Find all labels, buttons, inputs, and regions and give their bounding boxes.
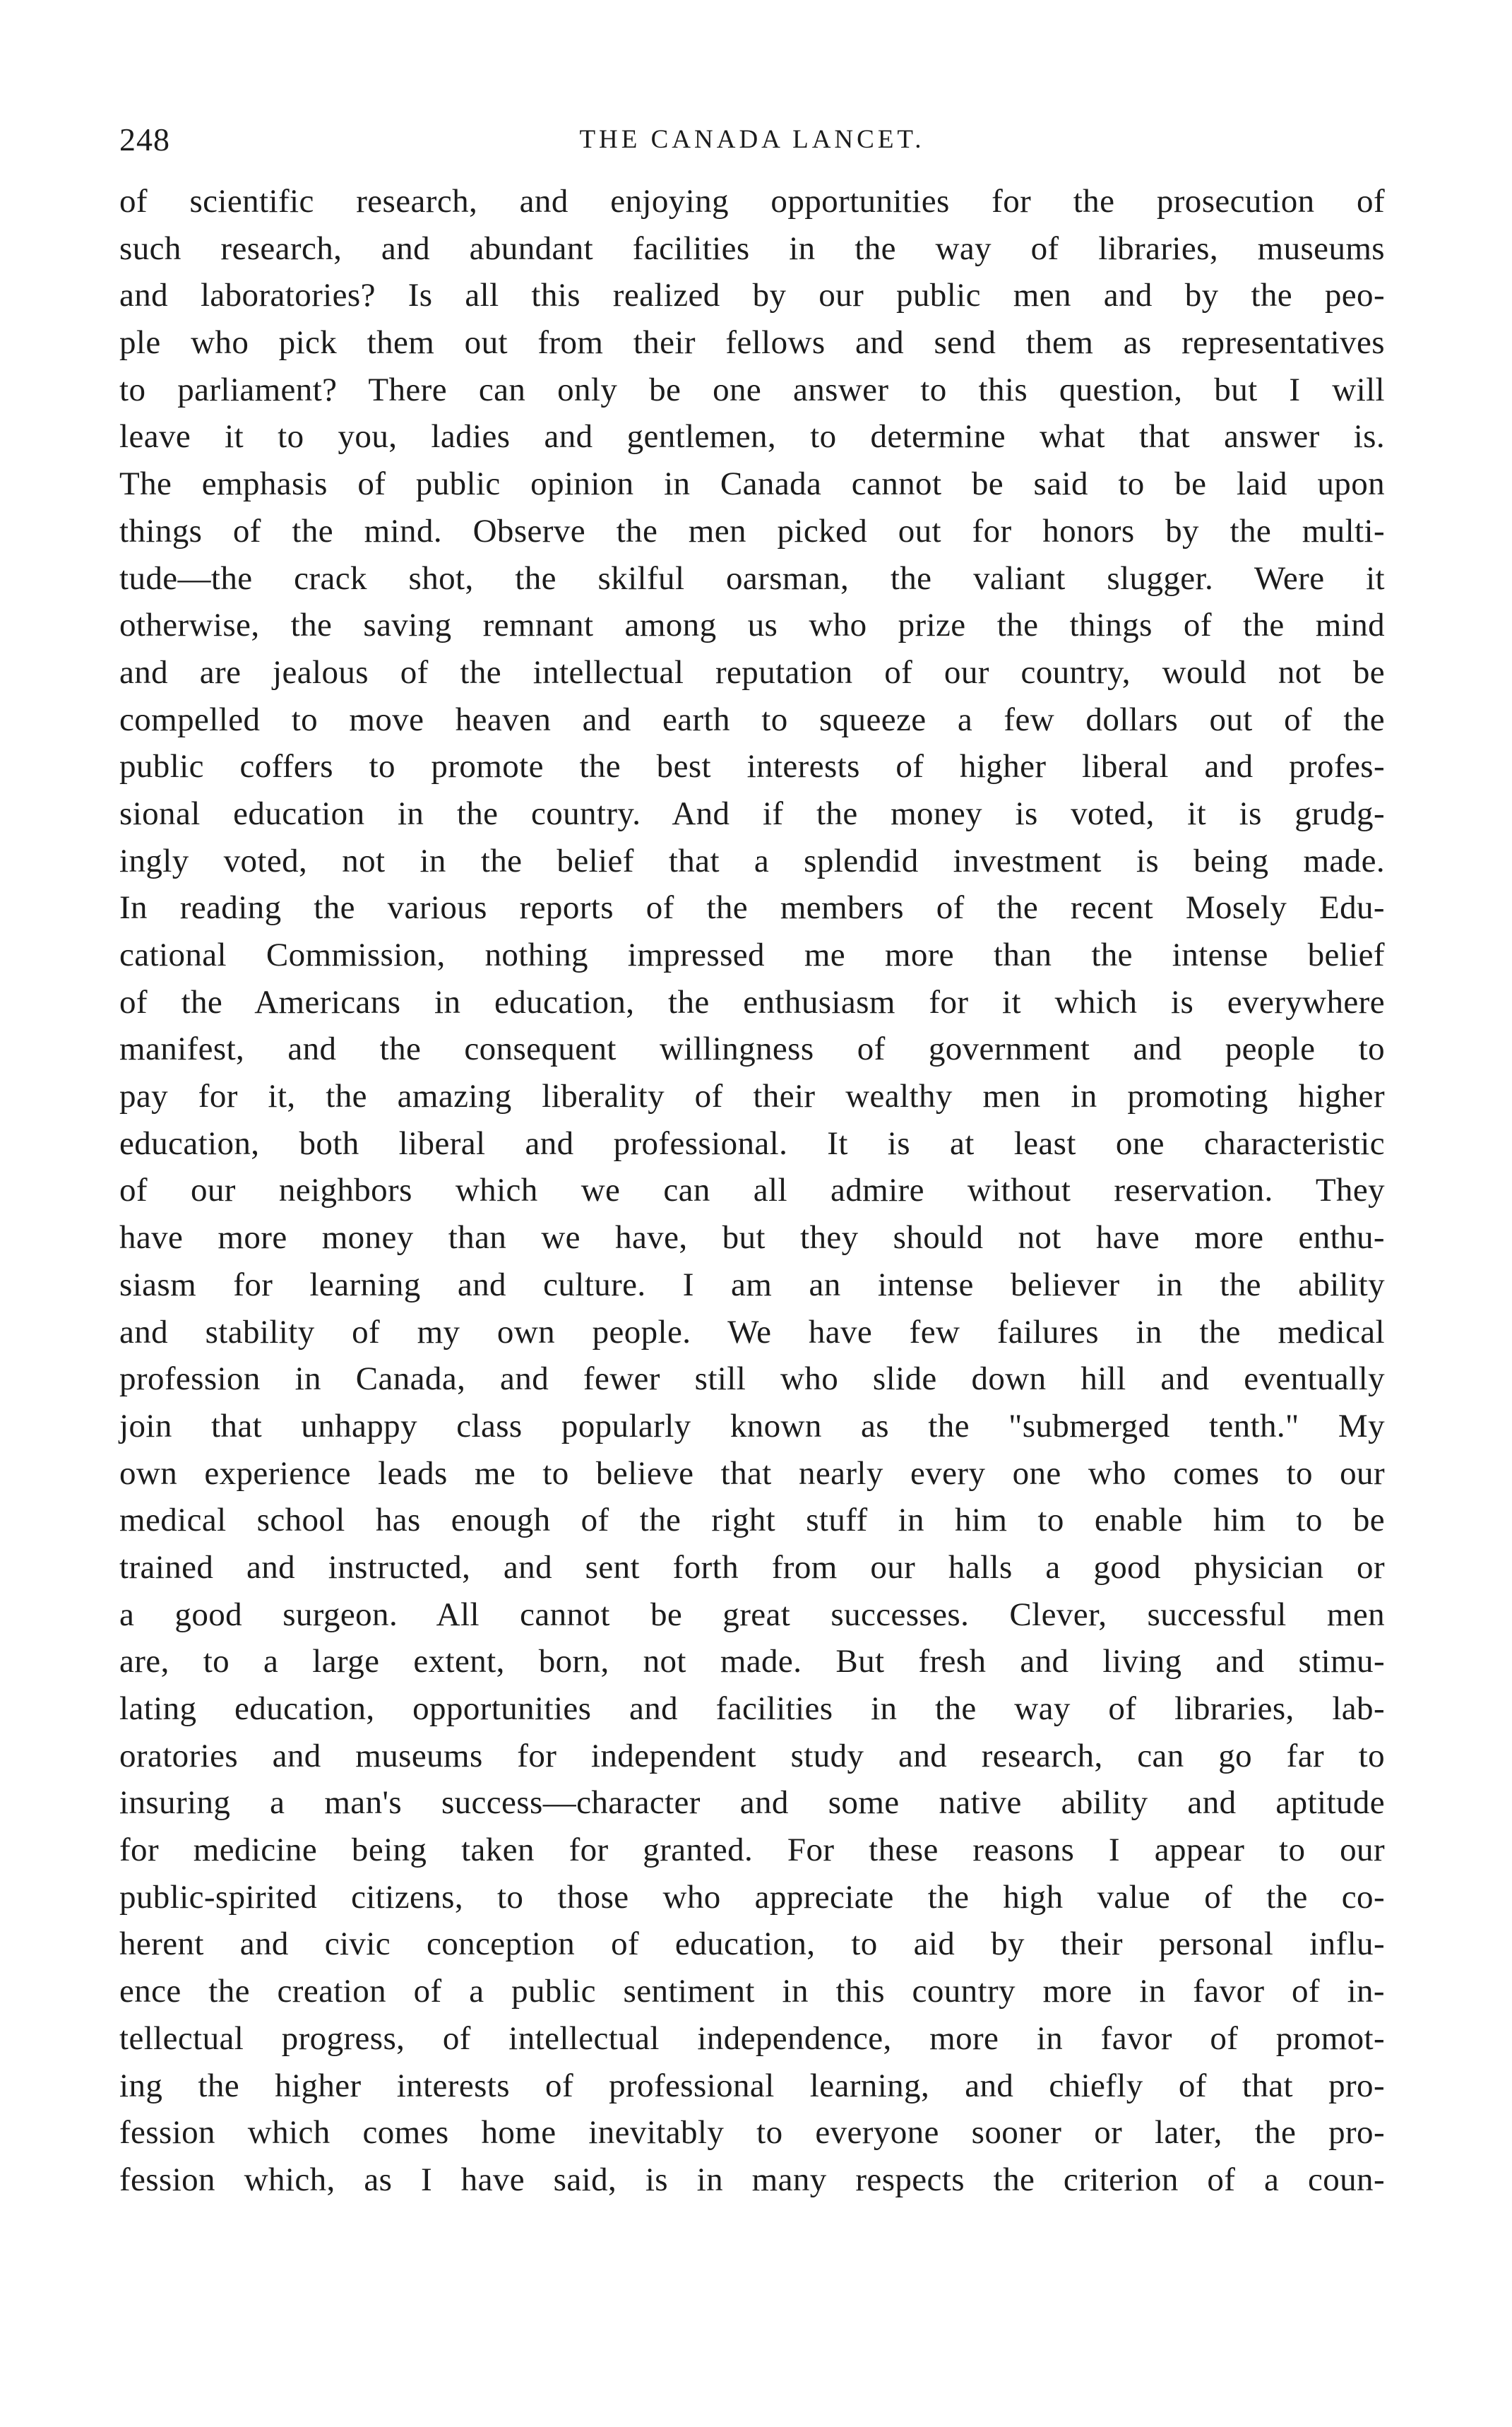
text-line: leave it to you, ladies and gentlemen, to determine what that answer is. <box>119 418 1385 456</box>
text-line: things of the mind. Observe the men picked out for honors by the multi- <box>119 512 1385 550</box>
text-line: cational Commission, nothing impressed me more than the intense belief <box>119 937 1385 973</box>
text-line: compelled to move heaven and earth to squeeze a few dollars out of the <box>119 701 1385 738</box>
text-line: for medicine being taken for granted. For these reasons I appear to our <box>119 1832 1385 1869</box>
text-line: public-spirited citizens, to those who appreciate the high value of the co- <box>119 1878 1385 1916</box>
text-line: of the Americans in education, the enthusiasm for it which is everywhere <box>119 983 1385 1021</box>
text-line: ence the creation of a public sentiment in this country more in favor of in- <box>119 1973 1385 2010</box>
text-line: profession in Canada, and fewer still who slide down hill and eventually <box>119 1360 1385 1398</box>
text-line: education, both liberal and professional. It is at least one characteristic <box>119 1125 1385 1162</box>
text-line: lating education, opportunities and facilities in the way of libraries, lab- <box>119 1690 1385 1727</box>
running-header <box>119 119 1385 161</box>
text-line: tude—the crack shot, the skilful oarsman, the valiant slugger. Were it <box>119 559 1385 597</box>
text-line: tellectual progress, of intellectual independence, more in favor of promot- <box>119 2019 1385 2057</box>
text-line: trained and instructed, and sent forth from our halls a good physician or <box>119 1548 1385 1586</box>
text-line: siasm for learning and culture. I am an intense believer in the ability <box>119 1266 1385 1303</box>
text-line: such research, and abundant facilities in the way of libraries, museums <box>119 230 1385 267</box>
text-line: fession which comes home inevitably to everyone sooner or later, the pro- <box>119 2114 1385 2152</box>
text-line: ing the higher interests of professional learning, and chiefly of that pro- <box>119 2067 1385 2104</box>
text-line: herent and civic conception of education, to aid by their personal influ- <box>119 1925 1385 1963</box>
text-line: ingly voted, not in the belief that a splendid investment is being made. <box>119 842 1385 879</box>
text-line: sional education in the country. And if the money is voted, it is grudg- <box>119 795 1385 832</box>
text-line: and are jealous of the intellectual reputation of our country, would not be <box>119 653 1385 691</box>
text-line: medical school has enough of the right stuff in him to enable him to be <box>119 1502 1385 1539</box>
text-line: oratories and museums for independent study and research, can go far to <box>119 1737 1385 1774</box>
text-line: fession which, as I have said, is in many respects the criterion of a coun- <box>119 2161 1385 2198</box>
text-line: and laboratories? Is all this realized by our public men and by the peo- <box>119 277 1385 314</box>
text-line: of our neighbors which we can all admire without reservation. They <box>119 1172 1385 1209</box>
text-line: have more money than we have, but they should not have more enthu- <box>119 1219 1385 1257</box>
text-line: join that unhappy class popularly known as the "submerged tenth." My <box>119 1407 1385 1444</box>
text-line: own experience leads me to believe that nearly every one who comes to our <box>119 1454 1385 1492</box>
text-line: pay for it, the amazing liberality of their wealthy men in promoting higher <box>119 1078 1385 1115</box>
text-line: a good surgeon. All cannot be great successes. Clever, successful men <box>119 1596 1385 1633</box>
text-line: manifest, and the consequent willingness of government and people to <box>119 1031 1385 1068</box>
text-line: are, to a large extent, born, not made. But fresh and living and stimu- <box>119 1643 1385 1680</box>
text-line: ple who pick them out from their fellows and send them as representatives <box>119 324 1385 362</box>
text-line: otherwise, the saving remnant among us who prize the things of the mind <box>119 607 1385 644</box>
text-line: In reading the various reports of the members of the recent Mosely Edu- <box>119 889 1385 927</box>
body-text <box>119 178 1385 2204</box>
text-line: to parliament? There can only be one answer to this question, but I will <box>119 371 1385 408</box>
text-line: insuring a man's success—character and some native ability and aptitude <box>119 1784 1385 1822</box>
page-number: 248 <box>119 121 170 158</box>
journal-title: THE CANADA LANCET. <box>579 125 925 154</box>
text-line: public coffers to promote the best interests of higher liberal and profes- <box>119 748 1385 785</box>
text-line: of scientific research, and enjoying opportunities for the prosecution of <box>119 183 1385 220</box>
text-line: The emphasis of public opinion in Canada cannot be said to be laid upon <box>119 465 1385 503</box>
text-line: and stability of my own people. We have few failures in the medical <box>119 1313 1385 1351</box>
